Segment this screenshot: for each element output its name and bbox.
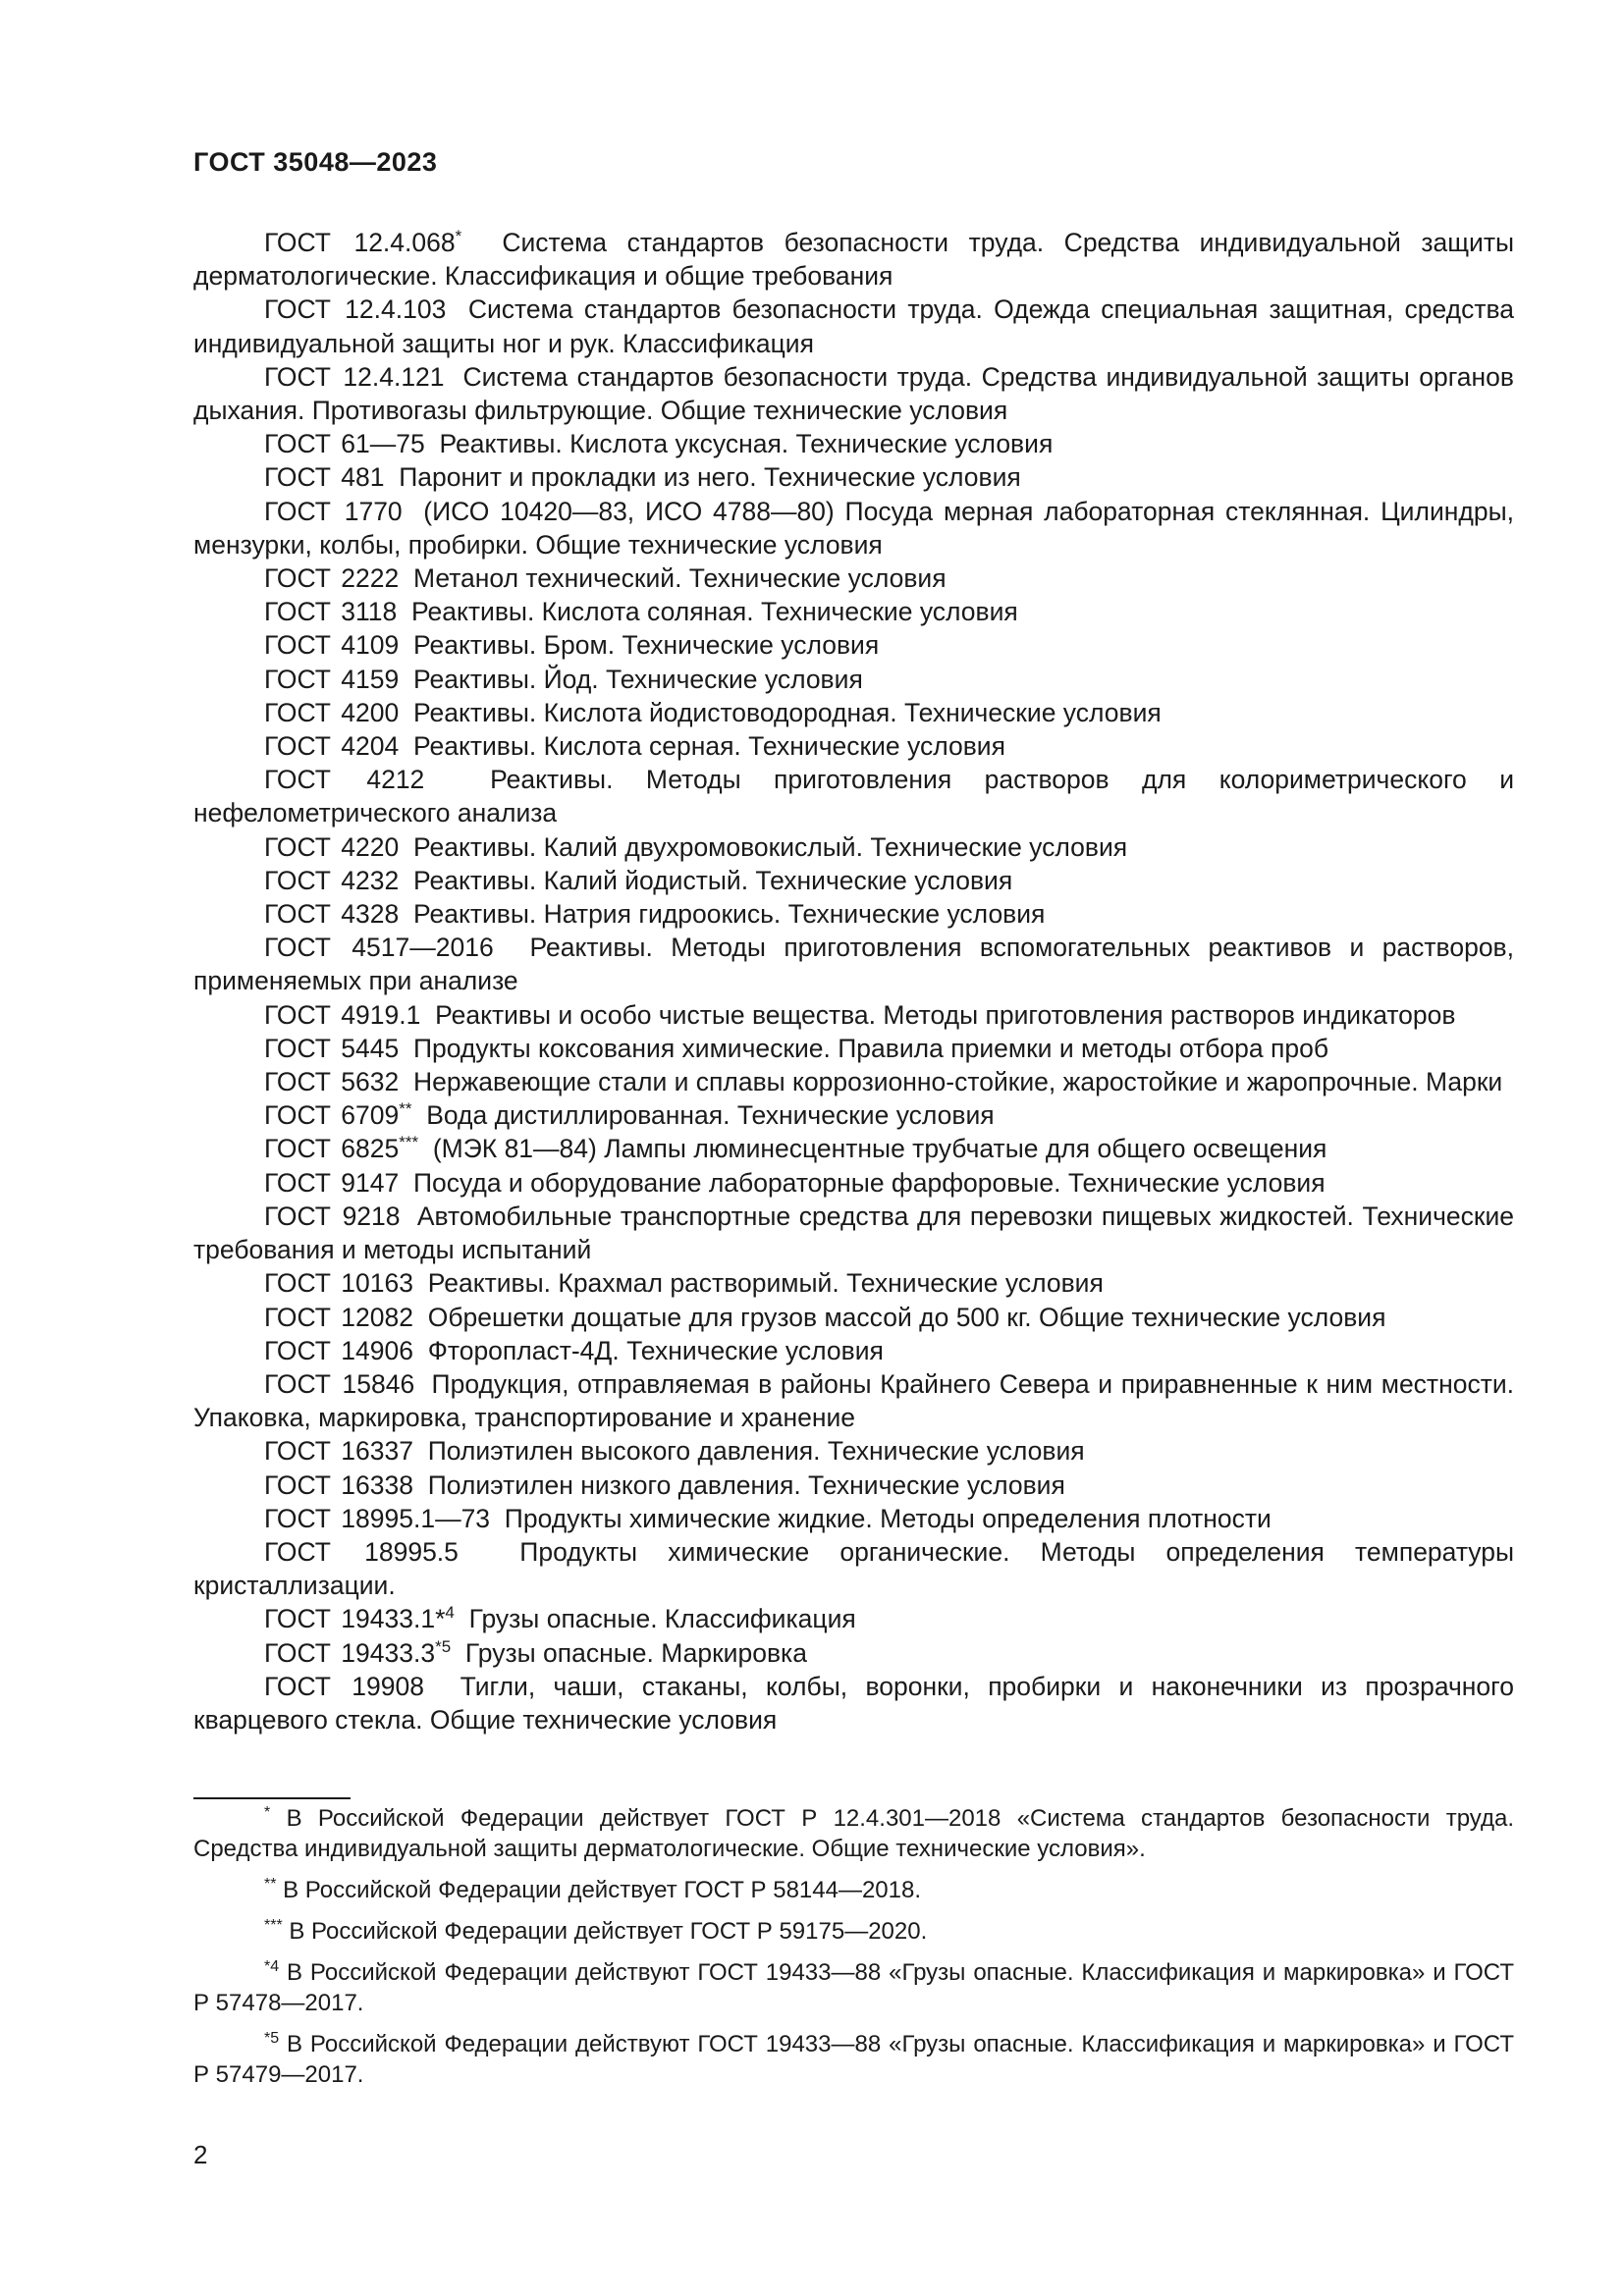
reference-entry — [193, 1334, 1514, 1367]
reference-entry — [193, 1502, 1514, 1535]
footnote-text: В Российской Федерации действует ГОСТ Р 12.4.301—2018 «Система стандартов безопасности труда. Средства индивидуальной защиты дерматологические. Общие технические условия». — [193, 1805, 1514, 1862]
reference-entry — [193, 226, 1514, 293]
reference-title: Полиэтилен низкого давления. Технические условия — [427, 1469, 1065, 1500]
reference-code: ГОСТ 4200 — [264, 697, 400, 727]
reference-entry — [193, 763, 1514, 829]
reference-entry — [193, 1468, 1514, 1502]
reference-entry — [193, 830, 1514, 864]
footnote-text: В Российской Федерации действуют ГОСТ 19433—88 «Грузы опасные. Классификация и маркировка» и ГОСТ Р 57478—2017. — [193, 1959, 1515, 2016]
reference-title: Грузы опасные. Классификация — [468, 1604, 856, 1634]
reference-title: Реактивы. Кислота уксусная. Технические условия — [439, 429, 1054, 459]
reference-title: Автомобильные транспортные средства для перевозки пищевых жидкостей. Технические требования и методы испытаний — [193, 1201, 1515, 1265]
reference-title: Полиэтилен высокого давления. Технические условия — [427, 1436, 1085, 1467]
footnote — [193, 1803, 1514, 1864]
reference-code: ГОСТ 12.4.121 — [264, 361, 445, 392]
reference-title: Тигли, чаши, стаканы, колбы, воронки, пробирки и наконечники из прозрачного кварцевого стекла. Общие технические условия — [193, 1671, 1514, 1735]
reference-title: Реактивы. Калий йодистый. Технические условия — [412, 865, 1013, 895]
reference-entry — [193, 1098, 1514, 1132]
reference-code: ГОСТ 4220 — [264, 831, 400, 862]
reference-code: ГОСТ 9147 — [264, 1167, 400, 1198]
reference-title: Реактивы. Бром. Технические условия — [412, 630, 880, 661]
footnote-marker: ** — [264, 1876, 277, 1893]
reference-code: ГОСТ 4517—2016 — [264, 933, 494, 963]
reference-title: Реактивы. Методы приготовления вспомогательных реактивов и растворов, применяемых при анализе — [193, 933, 1514, 996]
reference-code: ГОСТ 6709 — [264, 1100, 400, 1131]
reference-title: Реактивы. Крахмал растворимый. Технические условия — [427, 1268, 1104, 1299]
reference-entry — [193, 931, 1514, 997]
reference-code: ГОСТ 1770 — [264, 496, 403, 526]
reference-entry — [193, 293, 1514, 359]
footnote — [193, 1916, 1514, 1947]
footnote-marker: *4 — [264, 1958, 280, 1975]
reference-title: (МЭК 81—84) Лампы люминесцентные трубчатые для общего освещения — [432, 1134, 1327, 1164]
reference-code: ГОСТ 2222 — [264, 563, 400, 594]
reference-code: ГОСТ 9218 — [264, 1201, 401, 1231]
reference-code: ГОСТ 4109 — [264, 630, 400, 661]
footnote-marker: *** — [264, 1917, 283, 1934]
reference-entry — [193, 561, 1514, 595]
reference-title: (ИСО 10420—83, ИСО 4788—80) Посуда мерная лабораторная стеклянная. Цилиндры, мензурки, колбы, пробирки. Общие технические условия — [193, 496, 1514, 560]
reference-code: ГОСТ 481 — [264, 462, 385, 493]
reference-code: ГОСТ 14906 — [264, 1335, 413, 1365]
footnote-marker: ** — [399, 1099, 412, 1119]
reference-title: Вода дистиллированная. Технические условия — [426, 1100, 995, 1131]
reference-title: Реактивы и особо чистые вещества. Методы приготовления растворов индикаторов — [435, 999, 1456, 1030]
footnote-marker: * — [455, 227, 462, 245]
reference-title: Система стандартов безопасности труда. Средства индивидуальной защиты органов дыхания. Противогазы фильтрующие. Общие технические условия — [193, 361, 1514, 426]
footnote-separator — [193, 1797, 351, 1799]
reference-entry — [193, 460, 1514, 494]
reference-code: ГОСТ 19433.3 — [264, 1637, 436, 1668]
reference-title: Продукты химические жидкие. Методы определения плотности — [504, 1503, 1272, 1533]
reference-code: ГОСТ 3118 — [264, 597, 398, 627]
reference-title: Продукция, отправляемая в районы Крайнего Севера и приравненные к ним местности. Упаковка, маркировка, транспортирование и хранение — [193, 1368, 1514, 1433]
page-number: 2 — [193, 2140, 208, 2169]
footnote — [193, 1875, 1514, 1905]
reference-title: Реактивы. Калий двухромовокислый. Технические условия — [412, 831, 1128, 862]
reference-code: ГОСТ 19908 — [264, 1671, 424, 1701]
reference-entry — [193, 1367, 1514, 1434]
reference-title: Реактивы. Йод. Технические условия — [412, 664, 863, 694]
reference-entry — [193, 495, 1514, 561]
reference-entry — [193, 1032, 1514, 1065]
reference-entry — [193, 427, 1514, 460]
reference-code: ГОСТ 5445 — [264, 1033, 400, 1063]
reference-code: ГОСТ 18995.5 — [264, 1536, 459, 1567]
footnote-marker: *5 — [435, 1636, 452, 1656]
reference-entry — [193, 864, 1514, 897]
reference-code: ГОСТ 12082 — [264, 1302, 413, 1332]
reference-entry — [193, 663, 1514, 696]
reference-title: Паронит и прокладки из него. Технические условия — [399, 462, 1021, 493]
footnote-text: В Российской Федерации действует ГОСТ Р 59175—2020. — [289, 1918, 928, 1945]
reference-entry — [193, 1636, 1514, 1670]
reference-title: Посуда и оборудование лабораторные фарфоровые. Технические условия — [412, 1167, 1326, 1198]
reference-code: ГОСТ 19433.1* — [264, 1604, 446, 1634]
reference-entry — [193, 1065, 1514, 1098]
reference-title: Реактивы. Кислота соляная. Технические условия — [411, 597, 1018, 627]
reference-entry — [193, 628, 1514, 662]
reference-code: ГОСТ 18995.1—73 — [264, 1503, 491, 1533]
reference-title: Реактивы. Методы приготовления растворов для колориметрического и нефелометрического анализа — [193, 765, 1515, 828]
reference-title: Метанол технический. Технические условия — [412, 563, 947, 594]
reference-code: ГОСТ 15846 — [264, 1368, 415, 1399]
reference-code: ГОСТ 61—75 — [264, 429, 425, 459]
reference-title: Реактивы. Натрия гидроокись. Технические условия — [412, 899, 1046, 930]
reference-title: Система стандартов безопасности труда. Одежда специальная защитная, средства индивидуальной защиты ног и рук. Классификация — [193, 294, 1514, 358]
reference-entry — [193, 897, 1514, 931]
reference-code: ГОСТ 4232 — [264, 865, 400, 895]
reference-title: Обрешетки дощатые для грузов массой до 500 кг. Общие технические условия — [427, 1302, 1386, 1332]
reference-code: ГОСТ 16337 — [264, 1436, 413, 1467]
reference-code: ГОСТ 10163 — [264, 1268, 413, 1299]
footnote-text: В Российской Федерации действуют ГОСТ 19433—88 «Грузы опасные. Классификация и маркировка» и ГОСТ Р 57479—2017. — [193, 2031, 1515, 2088]
reference-entry — [193, 1434, 1514, 1468]
reference-title: Нержавеющие стали и сплавы коррозионно-стойкие, жаростойкие и жаропрочные. Марки — [412, 1067, 1503, 1097]
footnote-marker: 4 — [445, 1603, 455, 1623]
reference-title: Продукты химические органические. Методы определения температуры кристаллизации. — [193, 1536, 1514, 1601]
reference-entry — [193, 1132, 1514, 1165]
reference-entry — [193, 1670, 1514, 1736]
reference-entry — [193, 1200, 1514, 1266]
reference-entry — [193, 1602, 1514, 1635]
reference-entry — [193, 696, 1514, 729]
page-header-title: ГОСТ 35048—2023 — [193, 147, 438, 177]
normative-references-list — [193, 226, 1514, 1736]
reference-entry — [193, 360, 1514, 427]
reference-title: Система стандартов безопасности труда. Средства индивидуальной защиты дерматологические. Классификация и общие требования — [193, 228, 1515, 292]
reference-entry — [193, 998, 1514, 1032]
reference-code: ГОСТ 6825 — [264, 1134, 400, 1164]
reference-entry — [193, 595, 1514, 628]
reference-entry — [193, 1166, 1514, 1200]
footnote-marker: *** — [399, 1133, 419, 1152]
reference-title: Фторопласт-4Д. Технические условия — [427, 1335, 884, 1365]
footnote-marker: *5 — [264, 2030, 280, 2047]
reference-entry — [193, 1301, 1514, 1334]
footnote-text: В Российской Федерации действует ГОСТ Р 58144—2018. — [283, 1877, 922, 1903]
reference-code: ГОСТ 4204 — [264, 731, 400, 762]
footnote — [193, 1957, 1514, 2018]
reference-title: Реактивы. Кислота йодистоводородная. Технические условия — [412, 697, 1162, 727]
reference-code: ГОСТ 4159 — [264, 664, 400, 694]
reference-code: ГОСТ 4328 — [264, 899, 400, 930]
reference-entry — [193, 729, 1514, 763]
reference-code: ГОСТ 5632 — [264, 1067, 400, 1097]
footnote-marker: * — [264, 1804, 271, 1821]
reference-code: ГОСТ 12.4.068 — [264, 228, 456, 257]
reference-code: ГОСТ 4212 — [264, 765, 425, 795]
reference-code: ГОСТ 16338 — [264, 1469, 413, 1500]
reference-entry — [193, 1266, 1514, 1300]
reference-code: ГОСТ 4919.1 — [264, 999, 421, 1030]
reference-entry — [193, 1535, 1514, 1602]
reference-code: ГОСТ 12.4.103 — [264, 294, 447, 325]
reference-title: Реактивы. Кислота серная. Технические условия — [412, 731, 1005, 762]
reference-title: Продукты коксования химические. Правила приемки и методы отбора проб — [412, 1033, 1328, 1063]
footnotes-list — [193, 1803, 1514, 2101]
reference-title: Грузы опасные. Маркировка — [464, 1637, 807, 1668]
footnote — [193, 2029, 1514, 2090]
